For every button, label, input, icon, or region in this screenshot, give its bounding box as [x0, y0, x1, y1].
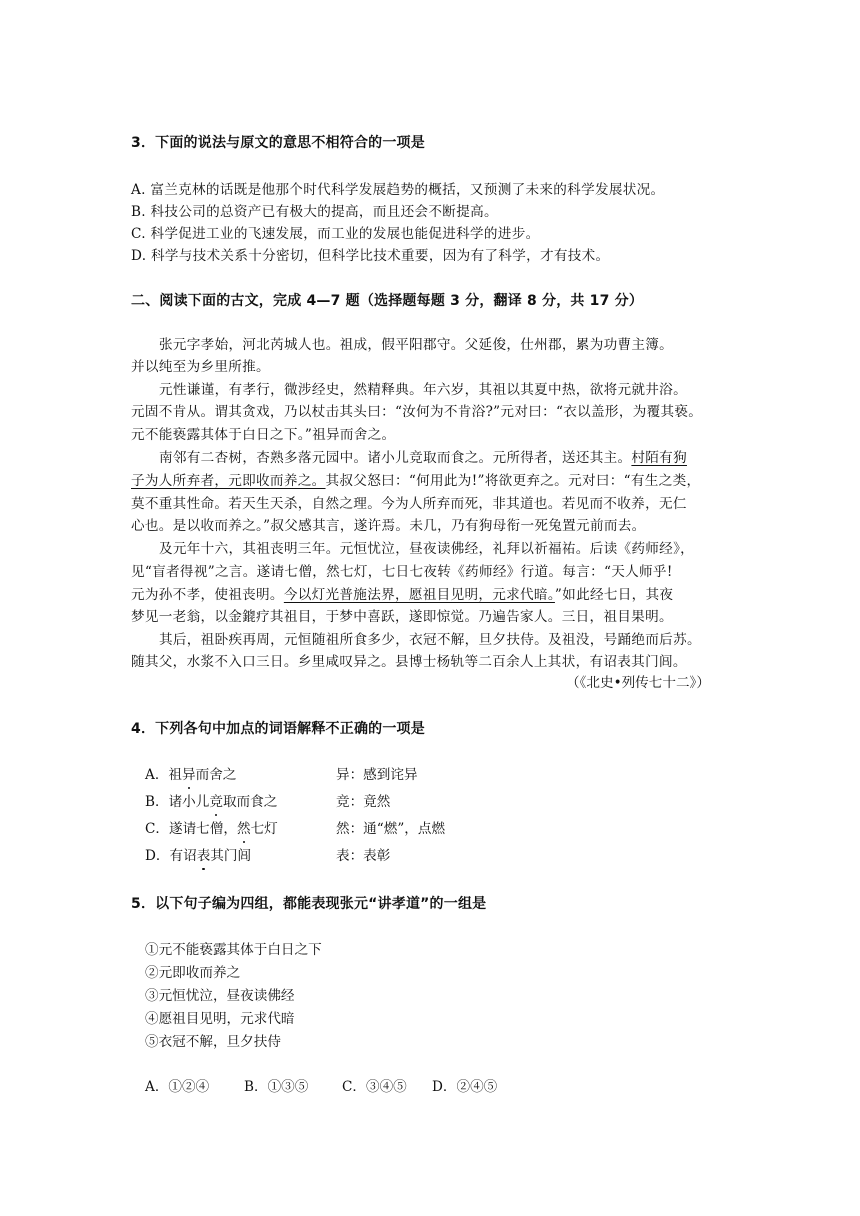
passage-line — [131, 469, 700, 489]
passage-text: ”如此经七日，其夜 — [554, 587, 674, 603]
option-text: 七灯 — [250, 821, 278, 837]
q5-choice-c: C．③④⑤ — [342, 1079, 407, 1095]
dotted-word: 表 — [196, 848, 211, 864]
passage-text: 南邻有二杏树，杏熟多落元园中。诸小儿竞取而食之。元所得者，送还其主。 — [159, 450, 632, 466]
option-text: 其门闾 — [210, 848, 252, 864]
question-3-title: 3．下面的说法与原文的意思不相符合的一项是 — [131, 135, 425, 151]
passage-line: 其后，祖卧疾再周，元恒随祖所食多少，衣冠不解，旦夕扶侍。及祖没，号踊绝而后苏。 — [159, 632, 701, 648]
passage-line: 见“盲者得视”之言。遂请七僧，然七灯，七日七夜转《药师经》行道。每言：“天人师乎! — [131, 564, 673, 580]
underlined-sentence: 子为人所弃者，元即收而养之。 — [131, 473, 326, 489]
q4-option-a — [145, 763, 236, 783]
passage-line: 梦见一老翁，以金鎞疗其祖目，于梦中喜跃，遂即惊觉。乃遍告家人。三日，祖目果明。 — [131, 609, 673, 625]
q4-option-b-explanation: 竞：竟然 — [336, 794, 391, 810]
q5-item: ①元不能亵露其体于白日之下 — [145, 942, 322, 958]
passage-line: 随其父，水浆不入口三日。乡里咸叹异之。县博士杨轨等二百余人上其状，有诏表其门闾。 — [131, 654, 687, 670]
q3-option-c: C. 科学促进工业的飞速发展，而工业的发展也能促进科学的进步。 — [131, 226, 540, 242]
q4-option-a-explanation: 异：感到诧异 — [336, 767, 418, 783]
underlined-sentence: 村陌有狗 — [631, 450, 687, 466]
option-text: 取而食之 — [222, 794, 278, 810]
section-2-title: 二、阅读下面的古文，完成 4—7 题（选择题每题 3 分，翻译 8 分，共 17 分） — [131, 293, 644, 309]
q3-option-a: A. 富兰克林的话既是他那个时代科学发展趋势的概括，又预测了未来的科学发展状况。 — [131, 182, 665, 198]
dotted-word: 然 — [236, 821, 251, 837]
option-text: C．遂请七僧， — [145, 821, 237, 837]
option-text: A．祖 — [145, 767, 183, 783]
passage-line: 及元年十六，其祖丧明三年。元恒忧泣，昼夜读佛经，礼拜以祈福祐。后读《药师经》， — [159, 541, 695, 557]
underlined-sentence: 今以灯光普施法界，愿祖目见明，元求代暗。 — [283, 587, 555, 603]
option-text: 而舍之 — [195, 767, 237, 783]
passage-line: 元固不肯从。谓其贪戏，乃以杖击其头曰：“汝何为不肯浴?”元对曰：“衣以盖形，为覆其亵。 — [131, 404, 703, 420]
q3-option-b: B. 科技公司的总资产已有极大的提高，而且还会不断提高。 — [131, 204, 498, 220]
q5-item: ②元即收而养之 — [145, 965, 241, 981]
q5-choice-a: A．①②④ — [145, 1079, 210, 1095]
q5-item: ④愿祖目见明，元求代暗 — [145, 1011, 295, 1027]
q4-option-d — [145, 844, 251, 864]
question-4-title: 4．下列各句中加点的词语解释不正确的一项是 — [131, 721, 425, 737]
passage-line — [131, 583, 673, 603]
q3-option-d: D. 科学与技术关系十分密切，但科学比技术重要，因为有了科学，才有技术。 — [131, 248, 610, 264]
passage-line: 心也。是以收而养之。”叔父感其言，遂许焉。未几，乃有狗母衔一死兔置元前而去。 — [131, 518, 646, 534]
q5-choice-b: B．①③⑤ — [244, 1079, 309, 1095]
question-5-title: 5．以下句子编为四组，都能表现张元“讲孝道”的一组是 — [131, 896, 487, 912]
q4-option-c-explanation: 然：通“燃”，点燃 — [336, 821, 446, 837]
q5-choice-d: D．②④⑤ — [432, 1079, 498, 1095]
q4-option-d-explanation: 表：表彰 — [336, 848, 391, 864]
q4-option-b — [145, 790, 277, 810]
passage-line: 元性谦谨，有孝行，微涉经史，然精释典。年六岁，其祖以其夏中热，欲将元就井浴。 — [159, 382, 687, 398]
dotted-word: 竞 — [209, 794, 223, 810]
passage-line: 莫不重其性命。若天生天杀，自然之理。今为人所弃而死，非其道也。若见而不收养，无仁 — [131, 496, 687, 512]
dotted-word: 异 — [182, 767, 196, 783]
passage-line: 元不能亵露其体于白日之下。”祖异而舍之。 — [131, 427, 396, 443]
passage-text: 其叔父怒曰：“何用此为!”将欲更弃之。元对曰：“有生之类， — [325, 473, 701, 489]
option-text: D．有诏 — [145, 848, 197, 864]
passage-line — [159, 446, 687, 466]
passage-line: 张元字孝始，河北芮城人也。祖成，假平阳郡守。父延俊，仕州郡，累为功曹主簿。 — [159, 337, 674, 353]
passage-line: 并以纯至为乡里所推。 — [131, 359, 270, 375]
option-text: B．诸小儿 — [145, 794, 210, 810]
q4-option-c — [145, 817, 278, 837]
passage-text: 元为孙不孝，使祖丧明。 — [131, 587, 284, 603]
q5-item: ③元恒忧泣，昼夜读佛经 — [145, 988, 295, 1004]
q5-item: ⑤衣冠不解，旦夕扶侍 — [145, 1034, 281, 1050]
passage-source: （《北史•列传七十二》） — [566, 675, 710, 691]
